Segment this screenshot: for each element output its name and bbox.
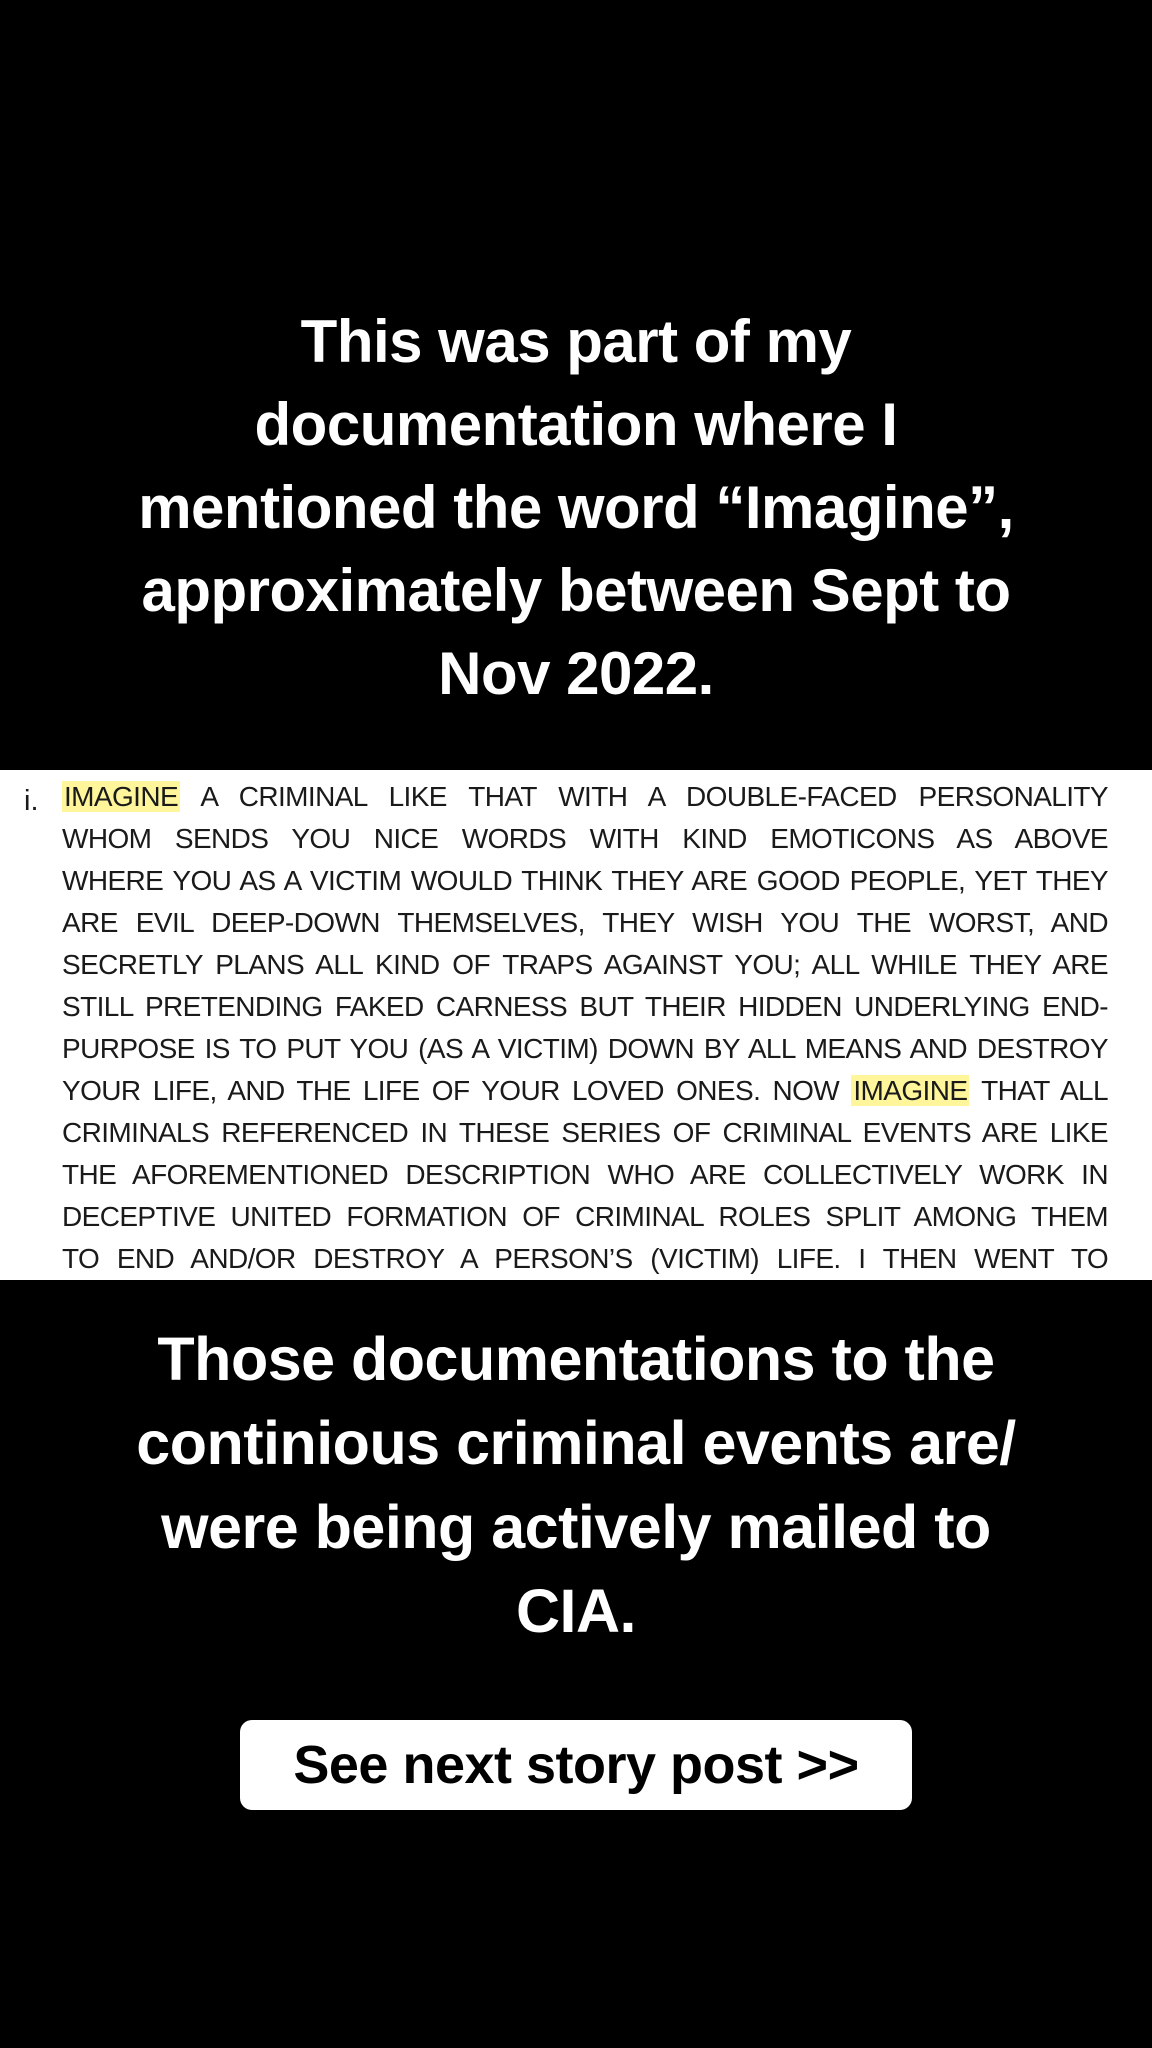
- line-text: WHERE YOU AS A VICTIM WOULD THINK THEY ARE GOOD PEOPLE, YET THEY: [62, 865, 1108, 896]
- top-caption: [60, 300, 1092, 715]
- top-caption-line: approximately between Sept to: [141, 557, 1011, 624]
- document-line: [62, 818, 1108, 860]
- line-text: A CRIMINAL LIKE THAT WITH A DOUBLE-FACED PERSONALITY: [180, 781, 1108, 812]
- top-caption-line: mentioned the word “Imagine”,: [138, 474, 1014, 541]
- bottom-caption: [60, 1317, 1092, 1653]
- bottom-caption-line: were being actively mailed to: [161, 1493, 991, 1561]
- document-line: [62, 944, 1108, 986]
- document-line: [62, 1238, 1108, 1280]
- highlighted-word: IMAGINE: [64, 781, 179, 812]
- line-text: WHOM SENDS YOU NICE WORDS WITH KIND EMOTICONS AS ABOVE: [62, 823, 1108, 854]
- document-line: [62, 1070, 1108, 1112]
- document-line: [62, 776, 1108, 818]
- top-caption-line: documentation where I: [254, 391, 898, 458]
- highlighted-word: IMAGINE: [853, 1075, 968, 1106]
- top-caption-line: This was part of my: [300, 308, 852, 375]
- line-text: STILL PRETENDING FAKED CARNESS BUT THEIR HIDDEN UNDERLYING END-: [62, 991, 1108, 1022]
- document-line: [62, 1112, 1108, 1154]
- line-text: CRIMINALS REFERENCED IN THESE SERIES OF CRIMINAL EVENTS ARE LIKE: [62, 1117, 1108, 1148]
- bottom-caption-line: Those documentations to the: [157, 1325, 995, 1393]
- document-line: [62, 1154, 1108, 1196]
- list-marker: i.: [24, 785, 39, 817]
- bottom-caption-line: CIA.: [516, 1577, 636, 1645]
- document-line: [62, 1028, 1108, 1070]
- document-line: [62, 902, 1108, 944]
- top-caption-line: Nov 2022.: [438, 640, 714, 707]
- line-text: SECRETLY PLANS ALL KIND OF TRAPS AGAINST YOU; ALL WHILE THEY ARE: [62, 949, 1108, 980]
- line-text: ARE EVIL DEEP-DOWN THEMSELVES, THEY WISH YOU THE WORST, AND: [62, 907, 1108, 938]
- document-line: [62, 860, 1108, 902]
- line-text: TO END AND/OR DESTROY A PERSON’S (VICTIM) LIFE. I THEN WENT TO: [62, 1243, 1108, 1274]
- line-text: DECEPTIVE UNITED FORMATION OF CRIMINAL ROLES SPLIT AMONG THEM: [62, 1201, 1108, 1232]
- document-line: [62, 1196, 1108, 1238]
- line-text: YOUR LIFE, AND THE LIFE OF YOUR LOVED ONES. NOW: [62, 1075, 852, 1106]
- document-paragraph: [62, 776, 1108, 1280]
- line-text: THAT ALL: [969, 1075, 1108, 1106]
- document-screenshot: [0, 770, 1152, 1280]
- document-line: [62, 986, 1108, 1028]
- line-text: THE AFOREMENTIONED DESCRIPTION WHO ARE COLLECTIVELY WORK IN: [62, 1159, 1108, 1190]
- line-text: PURPOSE IS TO PUT YOU (AS A VICTIM) DOWN BY ALL MEANS AND DESTROY: [62, 1033, 1108, 1064]
- bottom-caption-line: continious criminal events are/: [136, 1409, 1016, 1477]
- next-story-button[interactable]: See next story post >>: [240, 1720, 912, 1810]
